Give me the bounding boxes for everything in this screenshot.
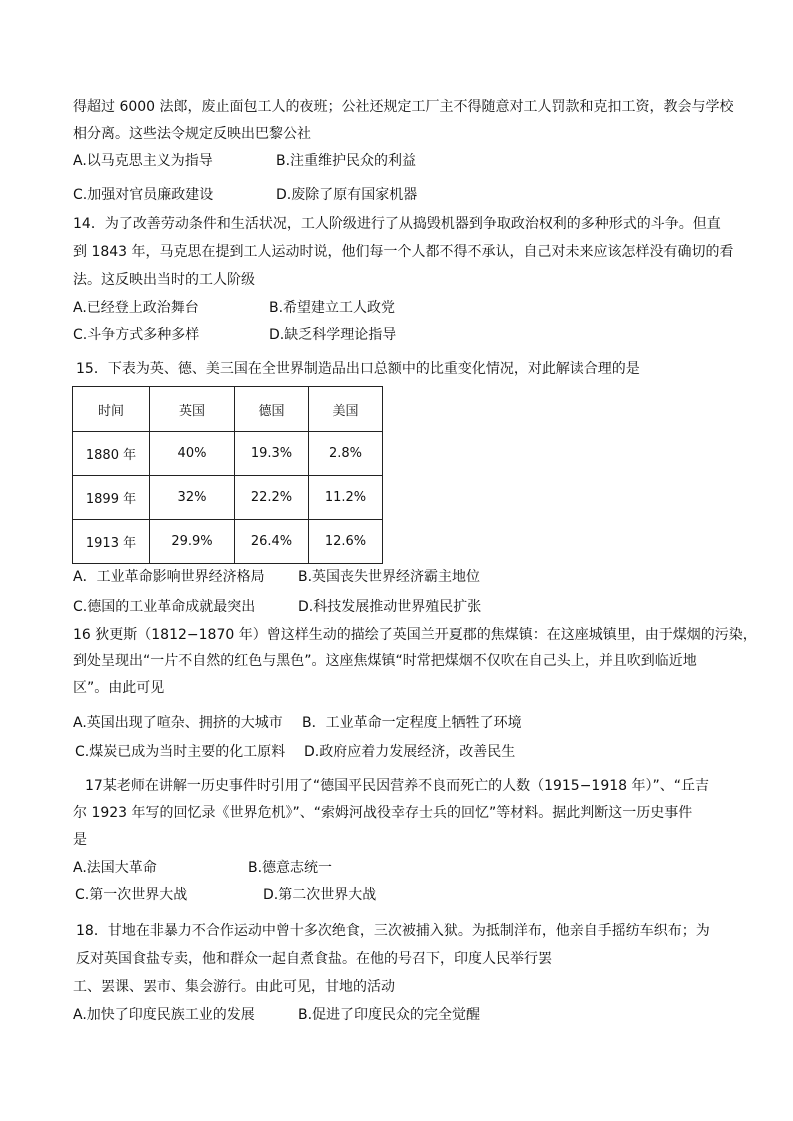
table-cell: 26.4%	[235, 520, 309, 564]
q14-line-2: 到 1843 年，马克思在提到工人运动时说，他们每一个人都不得不承认，自己对未来应该怎样没有确切的看	[73, 244, 734, 260]
table-cell: 2.8%	[309, 432, 383, 476]
table-cell: 32%	[150, 476, 235, 520]
q18-option-a: A.加快了印度民族工业的发展	[73, 1007, 255, 1023]
table-header-cell: 时间	[73, 387, 150, 432]
table-cell: 1880 年	[73, 432, 150, 476]
q16-option-b: B．工业革命一定程度上牺牲了环境	[302, 715, 522, 731]
q18-line-2: 反对英国食盐专卖，他和群众一起自煮食盐。在他的号召下，印度人民举行罢	[76, 951, 552, 967]
q14-option-b: B.希望建立工人政党	[269, 300, 396, 316]
q15-option-c: C.德国的工业革命成就最突出	[73, 599, 256, 615]
q17-option-b: B.德意志统一	[248, 860, 333, 876]
q16-line-3: 区”。由此可见	[73, 680, 165, 696]
export-share-table	[72, 386, 383, 564]
q16-option-c: C.煤炭已成为当时主要的化工原料	[75, 744, 286, 760]
table-header-cell: 美国	[309, 387, 383, 432]
q16-line-2: 到处呈现出“一片不自然的红色与黑色”。这座焦煤镇“时常把煤烟不仅吹在自己头上，并且吹到临近地	[73, 653, 697, 669]
q15-line-1: 15．下表为英、德、美三国在全世界制造品出口总额中的比重变化情况，对此解读合理的是	[76, 361, 640, 377]
q13-option-a: A.以马克思主义为指导	[73, 153, 213, 169]
table-cell: 1913 年	[73, 520, 150, 564]
q16-line-1: 16 狄更斯（1812−1870 年）曾这样生动的描绘了英国兰开夏郡的焦煤镇：在这座城镇里，由于煤烟的污染，	[73, 627, 757, 643]
q17-option-a: A.法国大革命	[73, 860, 157, 876]
q13-line-1: 得超过 6000 法郎，废止面包工人的夜班；公社还规定工厂主不得随意对工人罚款和克扣工资，教会与学校	[73, 99, 734, 115]
q17-line-1: 17某老师在讲解一历史事件时引用了“德国平民因营养不良而死亡的人数（1915−1918 年）”、“丘吉	[85, 778, 710, 794]
q15-option-d: D.科技发展推动世界殖民扩张	[298, 599, 482, 615]
table-cell: 40%	[150, 432, 235, 476]
q15-option-b: B.英国丧失世界经济霸主地位	[298, 569, 481, 585]
q13-option-d: D.废除了原有国家机器	[276, 187, 418, 203]
table-cell: 22.2%	[235, 476, 309, 520]
table-cell: 1899 年	[73, 476, 150, 520]
table-header-cell: 德国	[235, 387, 309, 432]
q14-option-c: C.斗争方式多种多样	[73, 327, 200, 343]
q14-line-3: 法。这反映出当时的工人阶级	[73, 272, 255, 288]
q17-option-c: C.第一次世界大战	[75, 887, 188, 903]
table-cell: 11.2%	[309, 476, 383, 520]
q13-line-2: 相分离。这些法令规定反映出巴黎公社	[73, 126, 311, 142]
q16-option-a: A.英国出现了喧杂、拥挤的大城市	[73, 715, 283, 731]
table-cell: 29.9%	[150, 520, 235, 564]
table-header-row	[73, 387, 383, 432]
q18-line-3: 工、罢课、罢市、集会游行。由此可见，甘地的活动	[73, 979, 395, 995]
q14-option-a: A.已经登上政治舞台	[73, 300, 199, 316]
table-cell: 19.3%	[235, 432, 309, 476]
q18-option-b: B.促进了印度民众的完全觉醒	[298, 1007, 481, 1023]
table-row	[73, 432, 383, 476]
q17-line-3: 是	[73, 832, 87, 848]
q14-line-1: 14．为了改善劳动条件和生活状况，工人阶级进行了从捣毁机器到争取政治权利的多种形式的斗争。但直	[73, 216, 721, 232]
q18-line-1: 18．甘地在非暴力不合作运动中曾十多次绝食，三次被捕入狱。为抵制洋布，他亲自手摇纺车织布；为	[76, 923, 710, 939]
q16-option-d: D.政府应着力发展经济，改善民生	[304, 744, 516, 760]
q17-line-2: 尔 1923 年写的回忆录《世界危机》”、“索姆河战役幸存士兵的回忆”等材料。据此判断这一历史事件	[73, 805, 693, 821]
table-row	[73, 520, 383, 564]
table-cell: 12.6%	[309, 520, 383, 564]
q13-option-b: B.注重维护民众的利益	[276, 153, 417, 169]
q14-option-d: D.缺乏科学理论指导	[269, 327, 397, 343]
table-header-cell: 英国	[150, 387, 235, 432]
q13-option-c: C.加强对官员廉政建设	[73, 187, 214, 203]
q17-option-d: D.第二次世界大战	[263, 887, 377, 903]
table-row	[73, 476, 383, 520]
q15-option-a: A．工业革命影响世界经济格局	[73, 569, 265, 585]
